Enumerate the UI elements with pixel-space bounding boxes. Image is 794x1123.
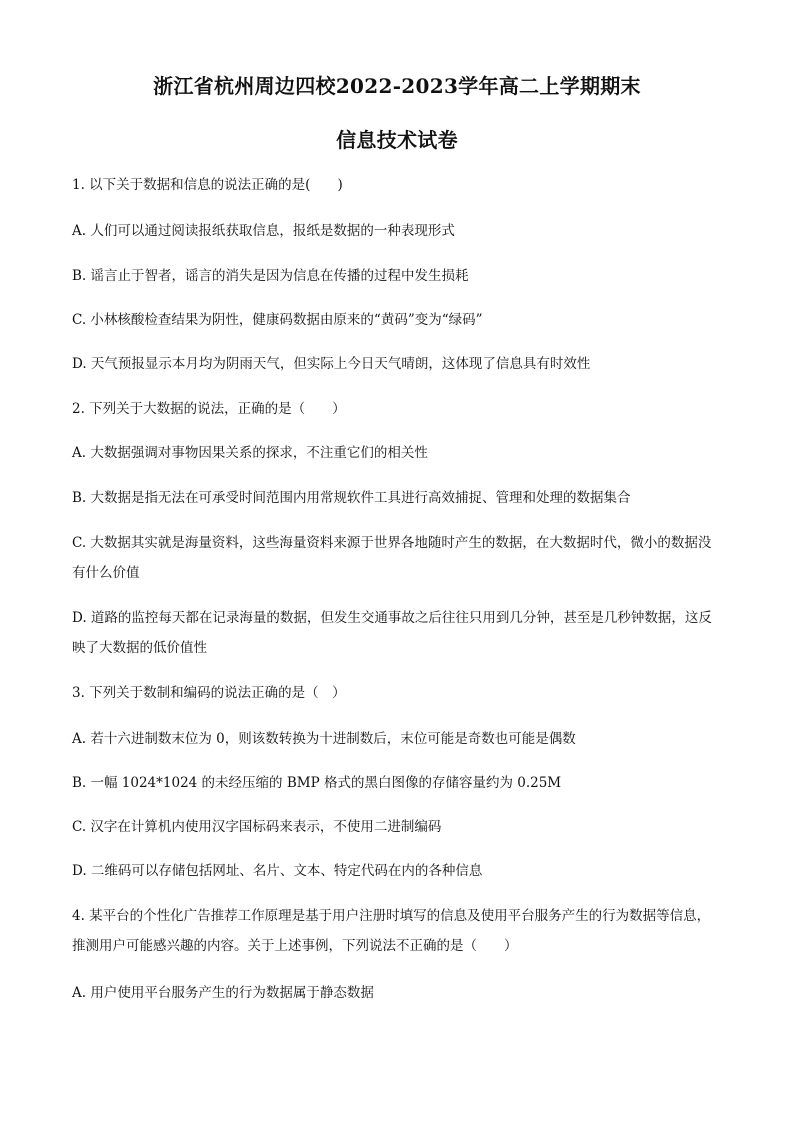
question-2-stem: 2. 下列关于大数据的说法，正确的是（ ） — [72, 401, 346, 417]
question-3-option-b: B. 一幅 1024*1024 的未经压缩的 BMP 格式的黑白图像的存储容量约为 0.25M — [72, 775, 562, 791]
question-3-option-d: D. 二维码可以存储包括网址、名片、文本、特定代码在内的各种信息 — [72, 863, 483, 879]
question-1-option-b: B. 谣言止于智者，谣言的消失是因为信息在传播的过程中发生损耗 — [72, 268, 469, 284]
question-2-option-d: D. 道路的监控每天都在记录海量的数据，但发生交通事故之后往往只用到几分钟，甚至是几秒钟数据，这反映了大数据的低价值性 — [72, 610, 712, 656]
exam-title-line1: 浙江省杭州周边四校2022-2023学年高二上学期期末 — [153, 74, 641, 98]
question-4-stem: 4. 某平台的个性化广告推荐工作原理是基于用户注册时填写的信息及使用平台服务产生的行为数据等信息，推测用户可能感兴趣的内容。关于上述事例，下列说法不正确的是（ ） — [72, 908, 711, 954]
question-1-stem: 1. 以下关于数据和信息的说法正确的是( ) — [72, 177, 343, 193]
question-3-stem: 3. 下列关于数制和编码的说法正确的是（ ） — [72, 685, 346, 701]
question-2-option-b: B. 大数据是指无法在可承受时间范围内用常规软件工具进行高效捕捉、管理和处理的数据集合 — [72, 490, 631, 506]
question-1-option-a: A. 人们可以通过阅读报纸获取信息，报纸是数据的一种表现形式 — [72, 223, 455, 239]
question-2-option-a: A. 大数据强调对事物因果关系的探求，不注重它们的相关性 — [72, 445, 428, 461]
question-1-option-c: C. 小林核酸检查结果为阴性，健康码数据由原来的“黄码”变为“绿码” — [72, 312, 483, 328]
question-3-option-c: C. 汉字在计算机内使用汉字国标码来表示，不使用二进制编码 — [72, 819, 442, 835]
question-2-option-c: C. 大数据其实就是海量资料，这些海量资料来源于世界各地随时产生的数据，在大数据时代，微小的数据没有什么价值 — [72, 535, 712, 581]
exam-title-line2: 信息技术试卷 — [336, 128, 458, 152]
question-4-option-a: A. 用户使用平台服务产生的行为数据属于静态数据 — [72, 985, 374, 1001]
question-1-option-d: D. 天气预报显示本月均为阴雨天气，但实际上今日天气晴朗，这体现了信息具有时效性 — [72, 356, 591, 372]
question-3-option-a: A. 若十六进制数末位为 0，则该数转换为十进制数后，末位可能是奇数也可能是偶数 — [72, 731, 576, 747]
